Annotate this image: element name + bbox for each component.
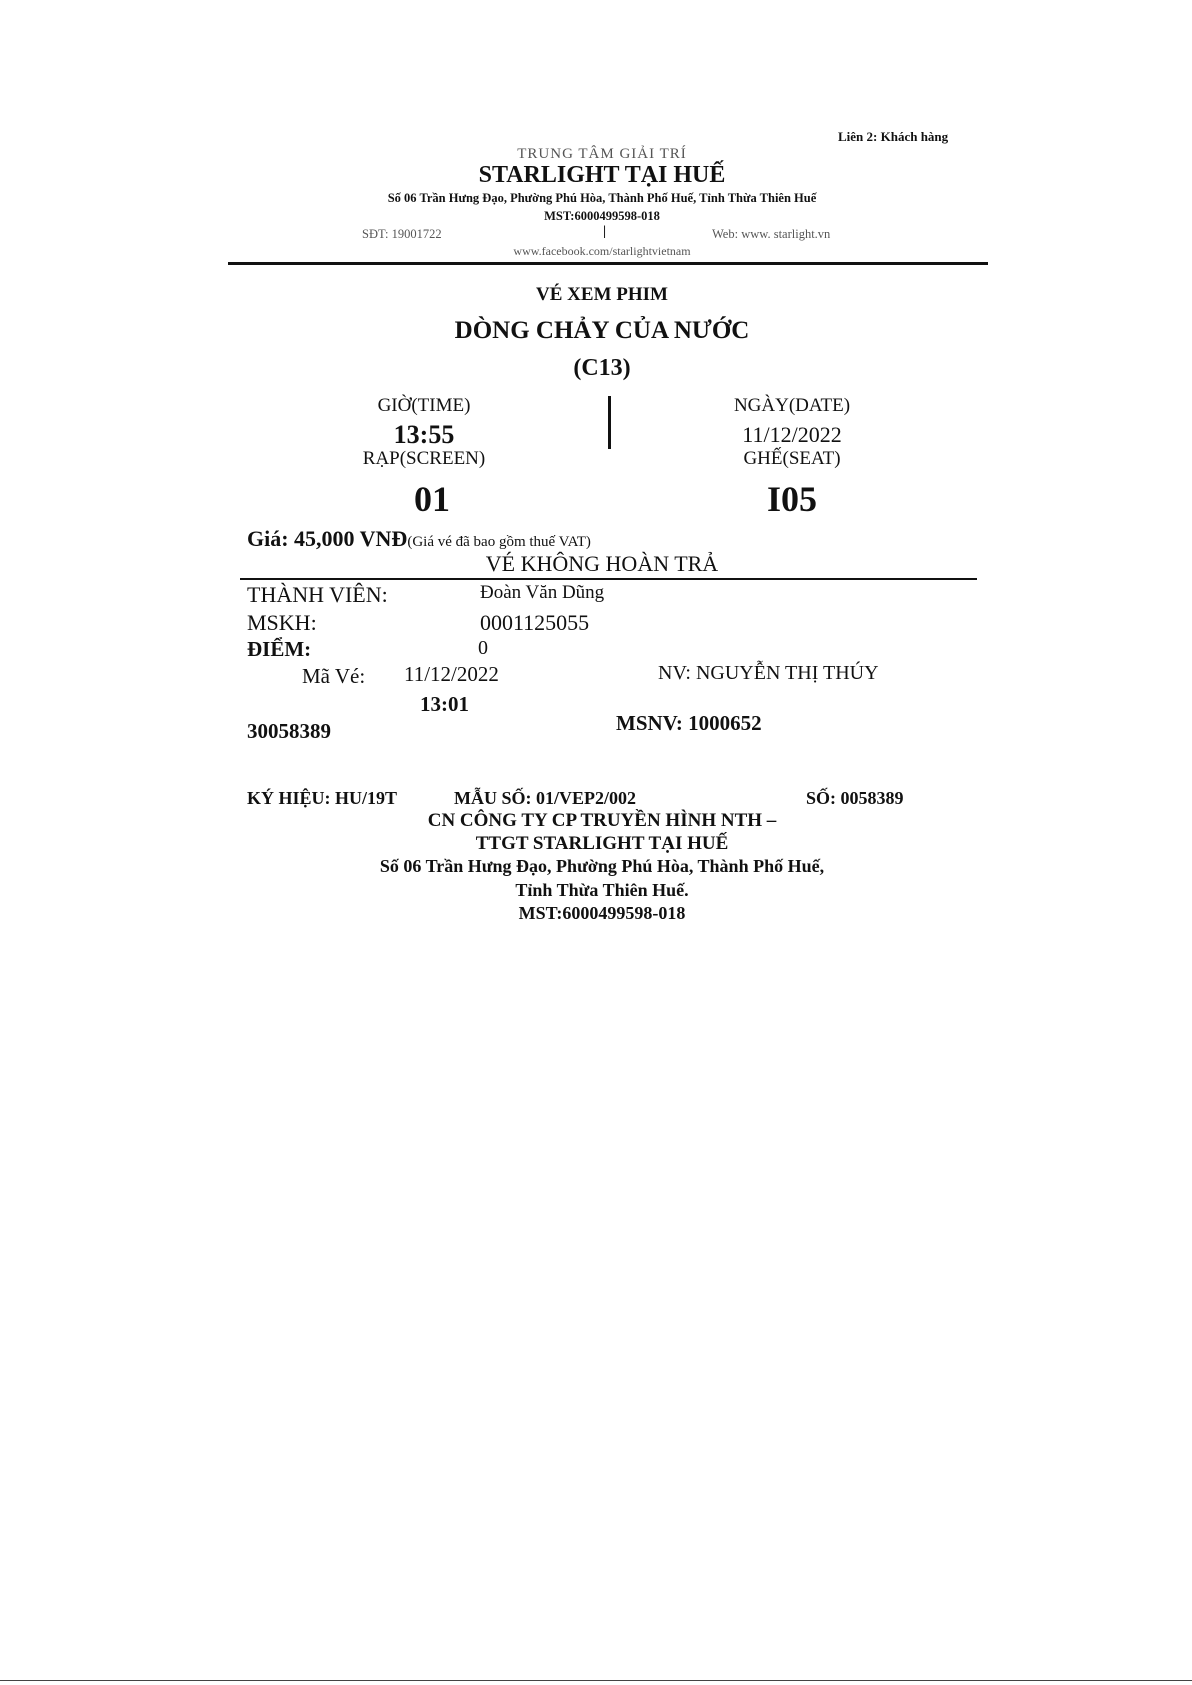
venue-name: STARLIGHT TẠI HUẾ bbox=[478, 162, 726, 188]
center-name: TRUNG TÂM GIẢI TRÍ bbox=[517, 146, 687, 162]
time-date-divider bbox=[608, 396, 611, 449]
screen-label: RẠP(SCREEN) bbox=[362, 448, 486, 469]
member-name: Đoàn Văn Dũng bbox=[480, 582, 605, 603]
seat-value: I05 bbox=[766, 479, 817, 519]
screen-value: 01 bbox=[414, 479, 450, 519]
time-label: GIỜ(TIME) bbox=[377, 395, 471, 416]
price: Giá: 45,000 VNĐ bbox=[247, 526, 408, 551]
refund-notice: VÉ KHÔNG HOÀN TRẢ bbox=[485, 551, 719, 576]
form-number: MẪU SỐ: 01/VEP2/002 bbox=[454, 788, 636, 808]
price-line bbox=[247, 526, 591, 552]
staff-id: MSNV: 1000652 bbox=[616, 711, 762, 735]
date-label: NGÀY(DATE) bbox=[733, 395, 851, 416]
price-note: (Giá vé đã bao gồm thuế VAT) bbox=[407, 534, 591, 550]
ticket-title: VÉ XEM PHIM bbox=[536, 284, 668, 305]
header-address: Số 06 Trần Hưng Đạo, Phường Phú Hòa, Thành Phố Huế, Tỉnh Thừa Thiên Huế bbox=[387, 191, 817, 205]
issue-time: 13:01 bbox=[420, 692, 469, 716]
date-value: 11/12/2022 bbox=[742, 422, 842, 447]
footer-address-1: Số 06 Trần Hưng Đạo, Phường Phú Hòa, Thành Phố Huế, bbox=[379, 856, 825, 876]
member-divider bbox=[240, 578, 977, 580]
points-label: ĐIỂM: bbox=[247, 637, 312, 661]
header-tax-code: MST:6000499598-018 bbox=[544, 209, 660, 223]
staff-name: NV: NGUYỄN THỊ THÚY bbox=[658, 662, 879, 684]
footer-tax-code: MST:6000499598-018 bbox=[518, 903, 686, 923]
issue-date: 11/12/2022 bbox=[404, 662, 499, 686]
phone-number: SĐT: 19001722 bbox=[362, 227, 442, 241]
member-label: THÀNH VIÊN: bbox=[247, 582, 388, 607]
serial-number: SỐ: 0058389 bbox=[806, 788, 904, 808]
page-bottom-edge bbox=[0, 1680, 1192, 1681]
invoice-symbol: KÝ HIỆU: HU/19T bbox=[247, 788, 398, 808]
ticket-code-label: Mã Vé: bbox=[302, 664, 366, 688]
mskh-value: 0001125055 bbox=[480, 610, 590, 635]
header-separator: | bbox=[603, 224, 607, 239]
copy-label: Liên 2: Khách hàng bbox=[838, 129, 949, 144]
points-value: 0 bbox=[478, 637, 488, 659]
company-line-1: CN CÔNG TY CP TRUYỀN HÌNH NTH – bbox=[427, 810, 777, 831]
company-line-2: TTGT STARLIGHT TẠI HUẾ bbox=[475, 833, 729, 854]
website: Web: www. starlight.vn bbox=[712, 227, 831, 241]
seat-label: GHẾ(SEAT) bbox=[743, 448, 841, 469]
time-value: 13:55 bbox=[393, 420, 455, 449]
header-divider bbox=[228, 262, 988, 265]
movie-rating: (C13) bbox=[573, 355, 631, 381]
footer-address-2: Tỉnh Thừa Thiên Huế. bbox=[515, 880, 689, 900]
movie-title: DÒNG CHẢY CỦA NƯỚC bbox=[454, 317, 750, 344]
facebook-link: www.facebook.com/starlightvietnam bbox=[513, 244, 691, 258]
mskh-label: MSKH: bbox=[247, 610, 317, 635]
ticket-code: 30058389 bbox=[247, 719, 331, 743]
